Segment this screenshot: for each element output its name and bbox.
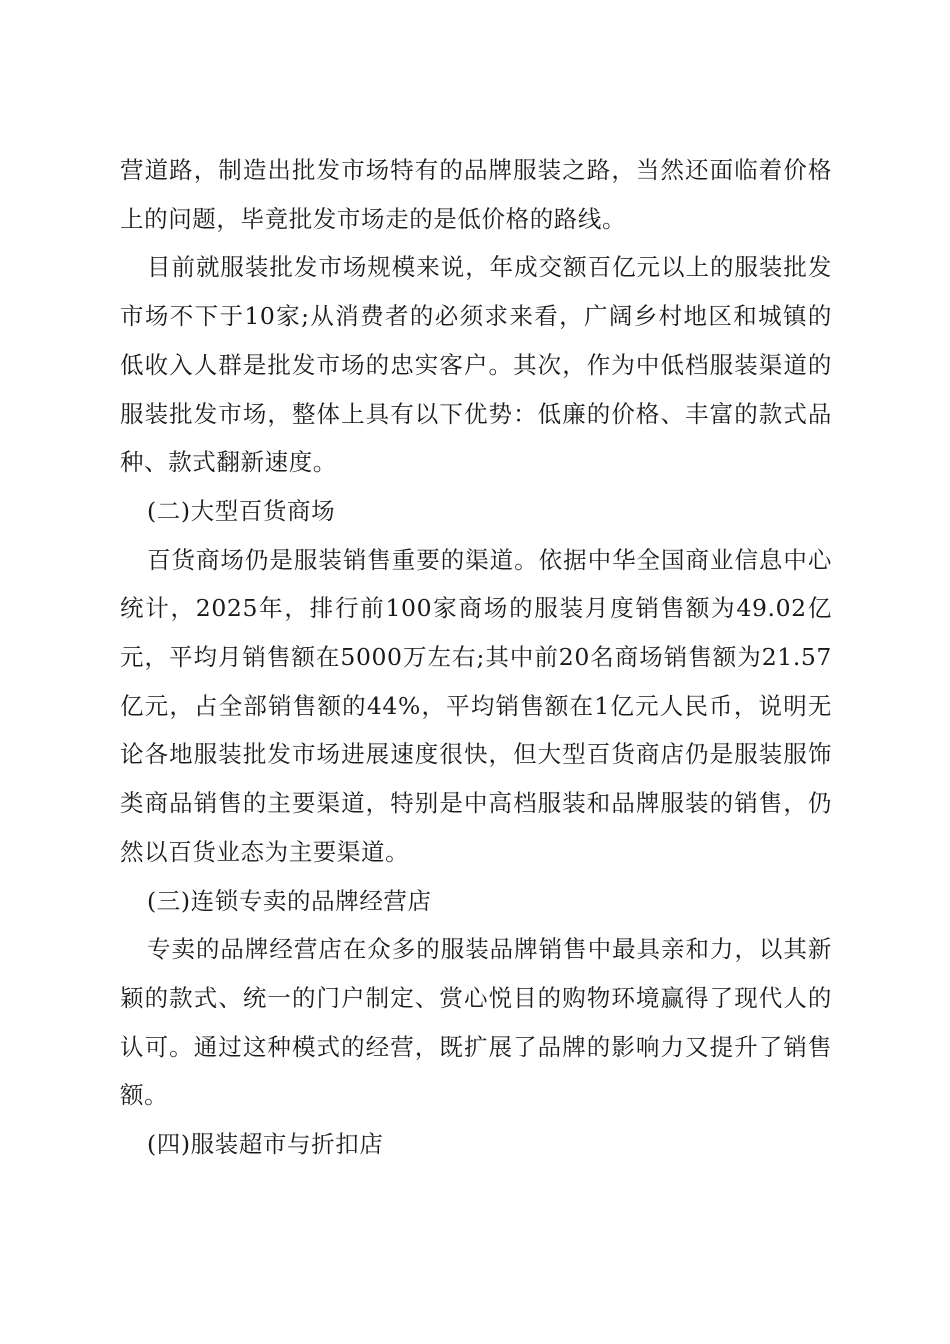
- paragraph-continuation: 营道路，制造出批发市场特有的品牌服装之路，当然还面临着价格上的问题，毕竟批发市场走的是低价格的路线。: [120, 156, 832, 233]
- paragraph-department-store: 百货商场仍是服装销售重要的渠道。依据中华全国商业信息中心统计，2025年，排行前100家商场的服装月度销售额为49.02亿元，平均月销售额在5000万左右;其中前20名商场销售额为21.57亿元，占全部销售额的44%，平均销售额在1亿元人民币，说明无论各地服装批发市场进展速度很快，但大型百货商店仍是服装服饰类商品销售的主要渠道，特别是中高档服装和品牌服装的销售，仍然以百货业态为主要渠道。: [120, 545, 832, 866]
- section-heading-chain-store: (三)连锁专卖的品牌经营店: [147, 886, 432, 915]
- document-page: [120, 146, 832, 1169]
- section-heading-department-store: (二)大型百货商场: [147, 496, 336, 525]
- section-heading-supermarket-discount: (四)服装超市与折扣店: [147, 1130, 384, 1159]
- paragraph-chain-store: 专卖的品牌经营店在众多的服装品牌销售中最具亲和力，以其新颖的款式、统一的门户制定、赏心悦目的购物环境赢得了现代人的认可。通过这种模式的经营，既扩展了品牌的影响力又提升了销售额。: [120, 935, 832, 1110]
- paragraph-wholesale-market: 目前就服装批发市场规模来说，年成交额百亿元以上的服装批发市场不下于10家;从消费者的必须求来看，广阔乡村地区和城镇的低收入人群是批发市场的忠实客户。其次，作为中低档服装渠道的服装批发市场，整体上具有以下优势：低廉的价格、丰富的款式品种、款式翻新速度。: [120, 253, 832, 477]
